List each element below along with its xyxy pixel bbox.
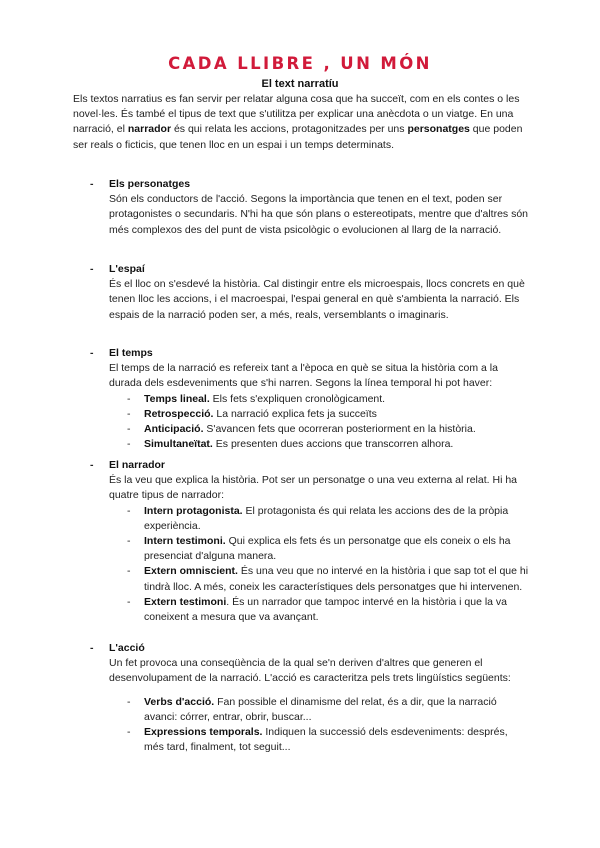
bullet-dash: -: [90, 178, 94, 190]
bullet-dash: -: [90, 347, 94, 359]
item-term: Intern protagonista.: [144, 504, 243, 517]
list-item: [127, 392, 530, 407]
list-item: [127, 534, 530, 564]
item-desc: Es presenten dues accions que transcorren alhora.: [212, 438, 454, 451]
item-term: Intern testimoni.: [144, 535, 226, 548]
item-desc: Fan possible el dinamisme del relat, és a dir, que la narració avanci: córrer, entrar, obrir, buscar...: [144, 695, 497, 723]
item-term: Extern omniscient.: [144, 565, 238, 578]
bullet-dash: -: [90, 459, 94, 471]
section-text: Són els conductors de l'acció. Segons la importància que tenen en el text, poden ser protagonistes o secundaris. N'hi ha que són plans o estereotipats, mentre que d'altres són més complexos des del punt de vista psicològic o evolucionen al llarg de la narració.: [109, 193, 529, 236]
section-heading: Els personatges: [109, 178, 191, 190]
list-item: [127, 422, 530, 437]
section-temps: [90, 346, 530, 452]
accio-list: [127, 695, 530, 756]
item-desc: Qui explica els fets és un personatge que els coneix o els ha presenciat d'alguna manera.: [144, 535, 511, 563]
item-term: Retrospecció.: [144, 407, 214, 420]
list-item: [127, 564, 530, 594]
bullet-dash: -: [90, 642, 94, 654]
intro-paragraph: [73, 92, 533, 153]
item-desc: S'avancen fets que ocorreran posteriorment en la història.: [203, 423, 476, 436]
list-item: [127, 695, 530, 725]
list-item: [127, 595, 530, 625]
item-term: Verbs d'acció.: [144, 695, 215, 708]
item-term: Simultaneïtat.: [144, 438, 213, 451]
item-term: Temps lineal.: [144, 392, 210, 405]
section-text: És el lloc on s'esdevé la història. Cal distingir entre els microespais, llocs concrets en què tenen lloc les accions, i el macroespai, l'espai general en què s'ambienta la narració. Els espais de la narració poden ser, a més, reals, versemblants o imaginaris.: [109, 278, 525, 321]
item-term: Extern testimoni: [144, 595, 227, 608]
section-heading: L'espaí: [109, 263, 145, 275]
list-item: [127, 504, 530, 534]
item-term: Expressions temporals.: [144, 726, 263, 739]
page-subtitle: El text narratíu: [261, 78, 339, 90]
section-heading: L'acció: [109, 642, 145, 654]
section-personatges: [90, 177, 530, 238]
section-narrador: [90, 458, 530, 625]
item-desc: El protagonista és qui relata les accions des de la pròpia experiència.: [144, 504, 509, 532]
list-item: [127, 437, 530, 452]
item-desc: La narració explica fets ja succeïts: [213, 407, 377, 420]
section-text: És la veu que explica la història. Pot ser un personatge o una veu externa al relat. Hi ha quatre tipus de narrador:: [109, 474, 517, 502]
item-desc: És una veu que no intervé en la història i que sap tot el que hi tindrà lloc. A més, coneix les característiques dels personatges que hi intervenen.: [144, 565, 529, 593]
intro-text-1: Els textos narratius es fan servir per relatar alguna cosa que ha succeït, com en els contes o les novel·les. És també el tipus de text que s'utilitza per explicar una anècdota o un viatge. En una narració, el: [73, 93, 520, 136]
page-title: CADA LLIBRE , UN MÓN: [168, 54, 432, 73]
item-desc: Indiquen la successió dels esdeveniments: després, més tard, finalment, tot seguit...: [144, 726, 508, 754]
section-text: El temps de la narració es refereix tant a l'època en què se situa la història com a la durada dels esdeveniments que s'hi narren. Segons la línea temporal hi pot haver:: [109, 362, 498, 390]
narrador-list: [127, 504, 530, 626]
section-text: Un fet provoca una conseqüència de la qual se'n deriven d'altres que generen el desenvolupament de la narració. L'acció es caracteritza pels trets lingüístics següents:: [109, 657, 511, 685]
intro-text-2: és qui relata les accions, protagonitzades per uns: [171, 123, 408, 136]
intro-narrador-term: narrador: [127, 123, 172, 136]
section-espai: [90, 262, 530, 323]
section-heading: El narrador: [109, 459, 166, 471]
section-heading: El temps: [109, 347, 153, 359]
bullet-dash: -: [90, 263, 94, 275]
item-desc: Els fets s'expliquen cronològicament.: [209, 392, 386, 405]
temps-list: [127, 392, 530, 453]
list-item: [127, 407, 530, 422]
section-accio: [90, 641, 530, 755]
list-item: [127, 725, 530, 755]
item-desc: . És un narrador que tampoc intervé en la història i que la va coneixent a mesura que va avançant.: [144, 595, 508, 624]
intro-text-3: que poden ser reals o ficticis, que tenen lloc en un espai i un temps determinats.: [73, 123, 523, 151]
intro-personatges-term: personatges: [407, 123, 470, 136]
item-term: Anticipació.: [144, 423, 204, 436]
